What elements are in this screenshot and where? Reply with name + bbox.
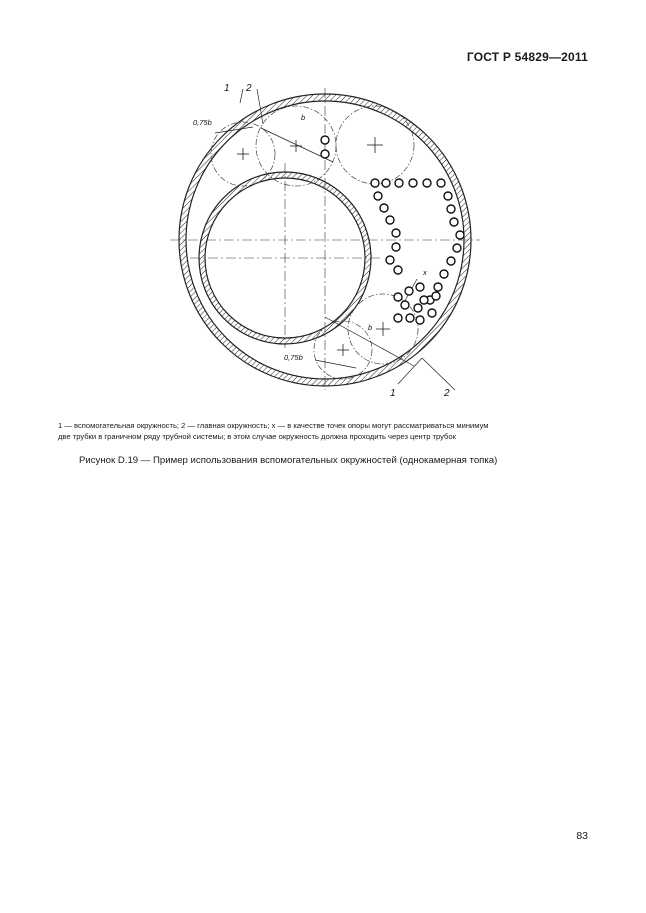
label-b-bottom: b (368, 323, 373, 332)
figure-legend (58, 420, 588, 442)
label-x: x (423, 268, 427, 277)
page-number: 83 (576, 830, 588, 842)
standard-code: ГОСТ Р 54829—2011 (466, 50, 588, 64)
label-main-circle-bottom: 2 (444, 388, 450, 398)
combustion-chamber-diagram (160, 78, 490, 398)
legend-line-1: 1 — вспомогательная окружность; 2 — главная окружность; x — в качестве точек опоры могут рассматриваться минимум (58, 421, 489, 430)
label-075b-top: 0,75b (193, 118, 212, 127)
center-lines (170, 88, 480, 390)
figure-d19-drawing (160, 78, 490, 398)
legend-line-2: две трубки в граничном ряду трубной системы; в этом случае окружность должна проходить через центр трубок (58, 432, 456, 441)
label-075b-bottom: 0,75b (284, 353, 303, 362)
label-aux-circle-top: 1 (224, 83, 230, 94)
label-b-top: b (301, 113, 306, 122)
label-aux-circle-bottom: 1 (390, 388, 396, 398)
label-main-circle-top: 2 (246, 83, 252, 94)
figure-caption: Рисунок D.19 — Пример использования вспомогательных окружностей (однокамерная топка) (79, 455, 498, 466)
